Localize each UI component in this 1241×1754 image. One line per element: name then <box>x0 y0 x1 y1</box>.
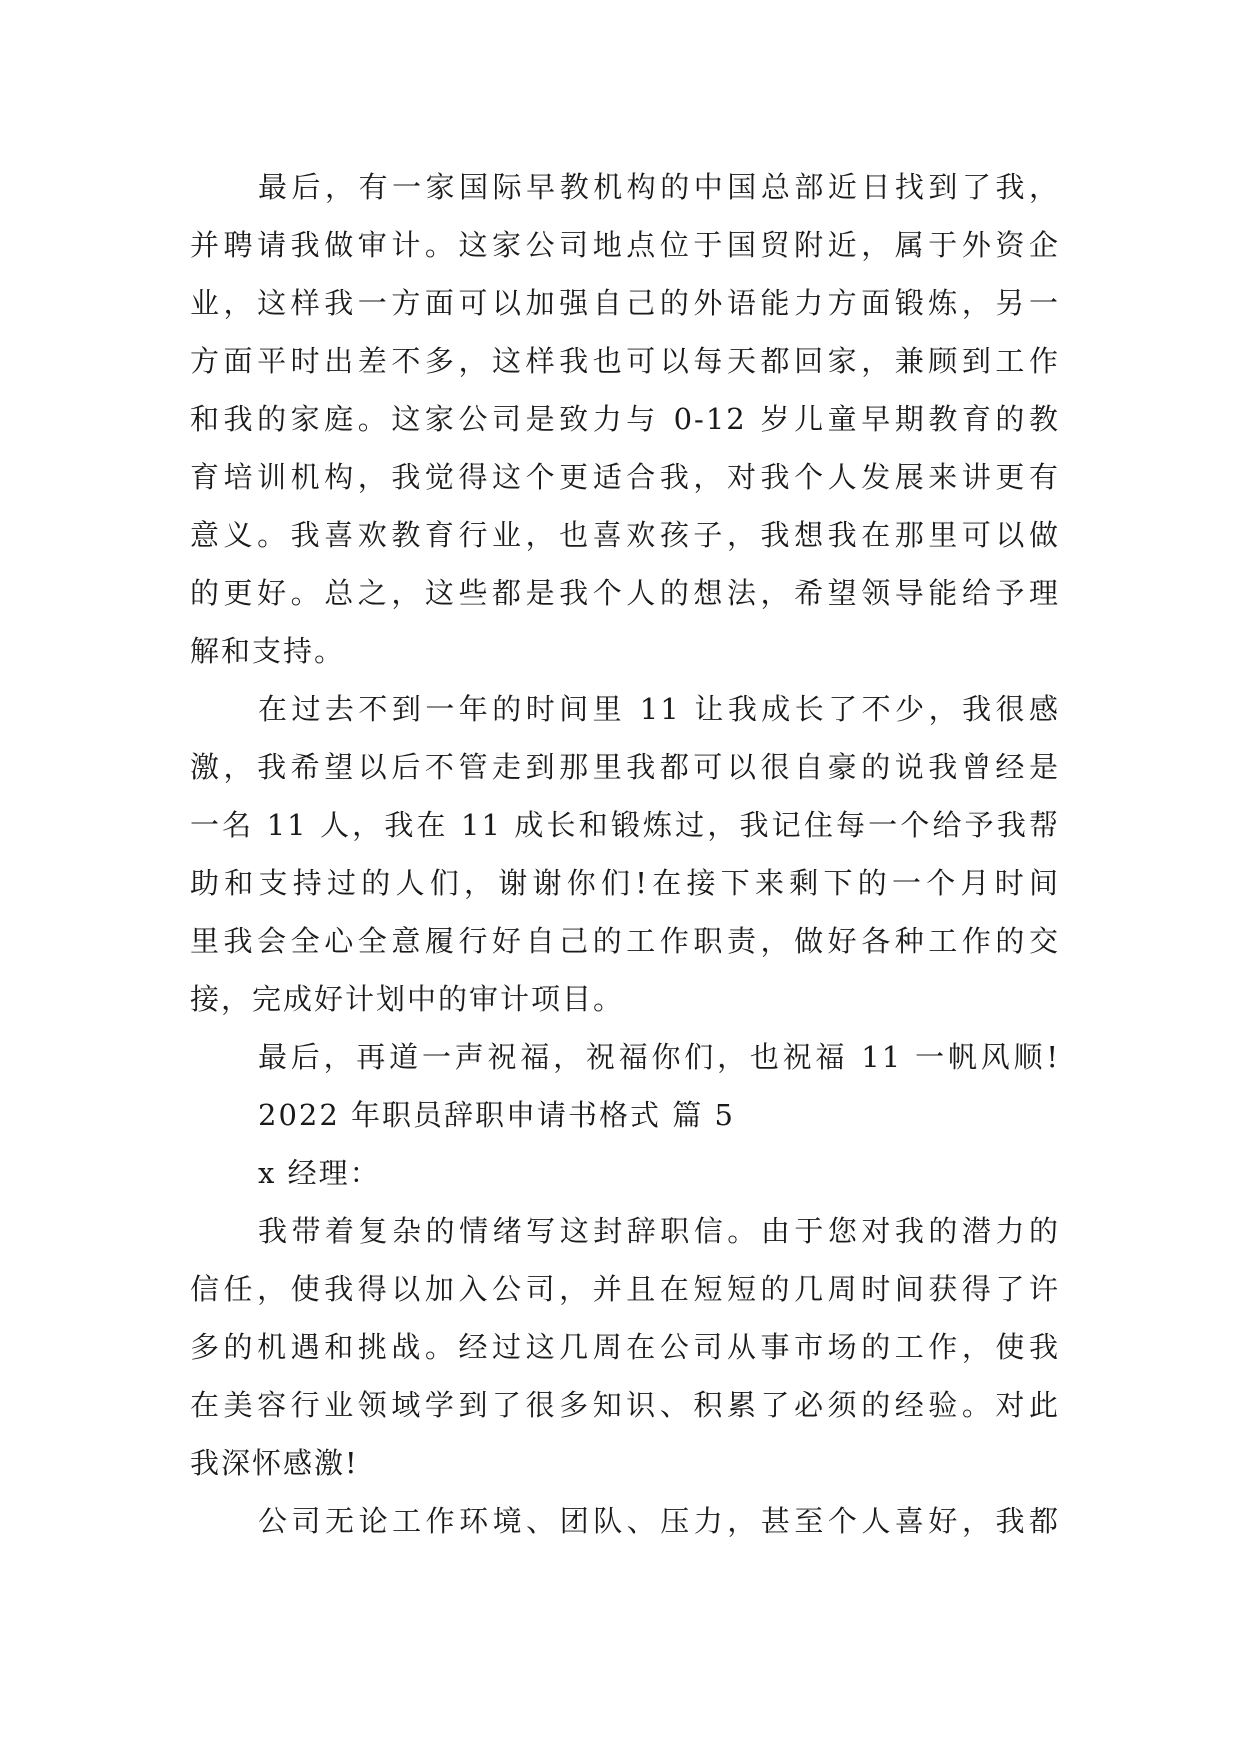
text-line: 一名 11 人，我在 11 成长和锻炼过，我记住每一个给予我帮 <box>190 808 1060 842</box>
text-line: 业，这样我一方面可以加强自己的外语能力方面锻炼，另一 <box>190 286 1060 320</box>
salutation: x 经理： <box>258 1156 381 1190</box>
text-line: 解和支持。 <box>190 634 346 668</box>
document-body <box>190 158 1060 1550</box>
text-line: 在美容行业领域学到了很多知识、积累了必须的经验。对此 <box>190 1388 1060 1422</box>
text-line: 意义。我喜欢教育行业，也喜欢孩子，我想我在那里可以做 <box>190 518 1060 552</box>
text-line: 方面平时出差不多，这样我也可以每天都回家，兼顾到工作 <box>190 344 1060 378</box>
text-line: 信任，使我得以加入公司，并且在短短的几周时间获得了许 <box>190 1272 1060 1306</box>
text-line: 多的机遇和挑战。经过这几周在公司从事市场的工作，使我 <box>190 1330 1060 1364</box>
text-line: 公司无论工作环境、团队、压力，甚至个人喜好，我都 <box>258 1504 1060 1538</box>
text-line: 我深怀感激! <box>190 1446 359 1480</box>
text-line: 和我的家庭。这家公司是致力与 0-12 岁儿童早期教育的教 <box>190 402 1060 436</box>
text-line: 并聘请我做审计。这家公司地点位于国贸附近，属于外资企 <box>190 228 1060 262</box>
text-line: 最后，再道一声祝福，祝福你们，也祝福 11 一帆风顺! <box>258 1040 1060 1074</box>
text-line: 的更好。总之，这些都是我个人的想法，希望领导能给予理 <box>190 576 1060 610</box>
text-line: 最后，有一家国际早教机构的中国总部近日找到了我， <box>258 170 1060 204</box>
text-line: 里我会全心全意履行好自己的工作职责，做好各种工作的交 <box>190 924 1060 958</box>
text-line: 我带着复杂的情绪写这封辞职信。由于您对我的潜力的 <box>258 1214 1060 1248</box>
section-heading: 2022 年职员辞职申请书格式 篇 5 <box>258 1098 735 1132</box>
text-line: 育培训机构，我觉得这个更适合我，对我个人发展来讲更有 <box>190 460 1060 494</box>
text-line: 在过去不到一年的时间里 11 让我成长了不少，我很感 <box>258 692 1060 726</box>
text-line: 助和支持过的人们，谢谢你们!在接下来剩下的一个月时间 <box>190 866 1060 900</box>
text-line: 接，完成好计划中的审计项目。 <box>190 982 625 1016</box>
text-line: 激，我希望以后不管走到那里我都可以很自豪的说我曾经是 <box>190 750 1060 784</box>
